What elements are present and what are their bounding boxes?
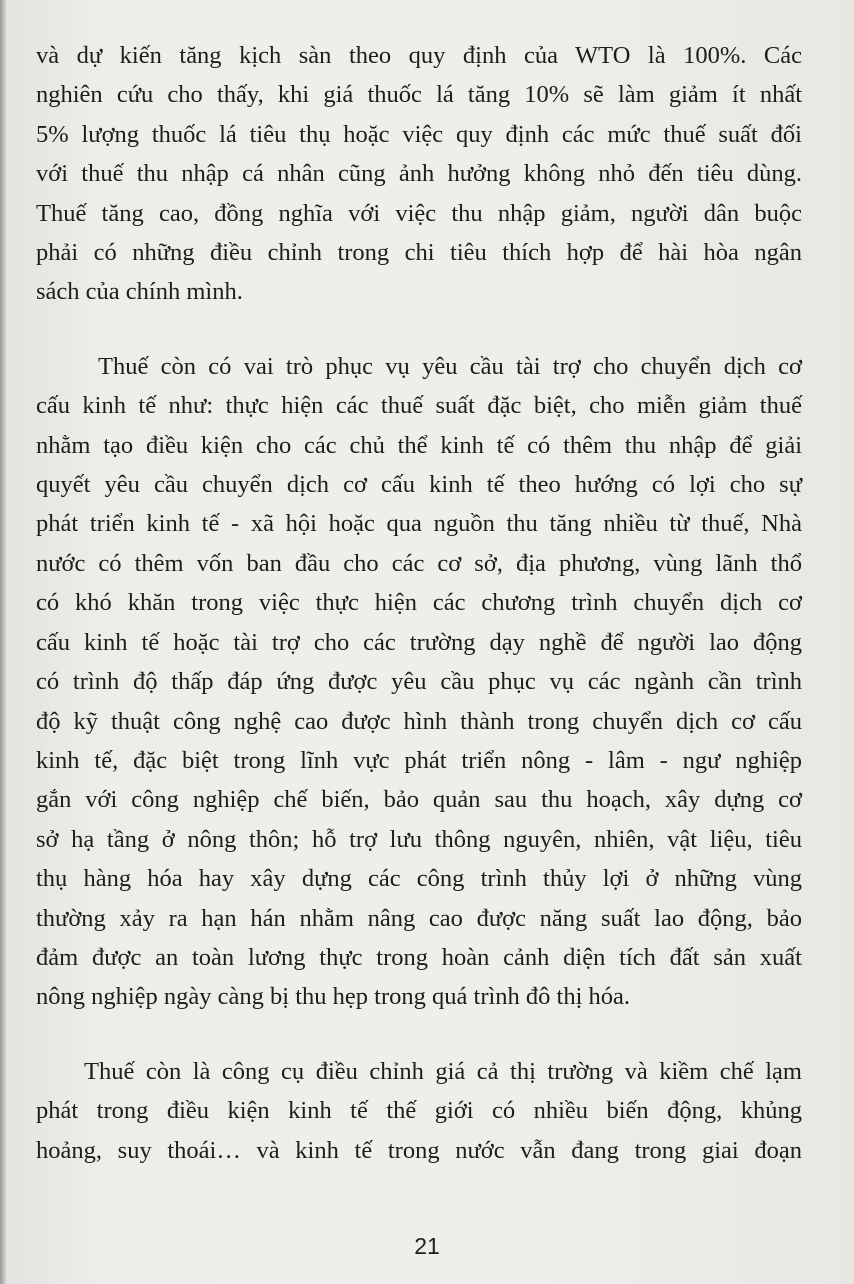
body-text [36, 36, 802, 1170]
paragraph-1 [36, 36, 802, 312]
text-line: quyết yêu cầu chuyển dịch cơ cấu kinh tế theo hướng có lợi cho sự [36, 471, 802, 499]
text-line: nhằm tạo điều kiện cho các chủ thể kinh tế có thêm thu nhập để giải [36, 431, 802, 459]
page-number: 21 [414, 1233, 440, 1259]
text-line: nông nghiệp ngày càng bị thu hẹp trong quá trình đô thị hóa. [36, 983, 631, 1011]
paragraph-3 [36, 1052, 802, 1170]
text-line: sở hạ tầng ở nông thôn; hỗ trợ lưu thông nguyên, nhiên, vật liệu, tiêu [36, 825, 802, 853]
text-line: thụ hàng hóa hay xây dựng các công trình thủy lợi ở những vùng [36, 865, 802, 893]
text-line: phát triển kinh tế - xã hội hoặc qua nguồn thu tăng nhiều từ thuế, Nhà [36, 510, 802, 538]
page-binding-edge [0, 0, 6, 1284]
text-line: và dự kiến tăng kịch sàn theo quy định của WTO là 100%. Các [36, 42, 802, 69]
text-line: có khó khăn trong việc thực hiện các chương trình chuyển dịch cơ [36, 589, 802, 617]
paragraph-2 [36, 347, 802, 1017]
text-line: nước có thêm vốn ban đầu cho các cơ sở, địa phương, vùng lãnh thổ [36, 549, 802, 577]
text-line: có trình độ thấp đáp ứng được yêu cầu phục vụ các ngành cần trình [36, 668, 802, 696]
text-line: 5% lượng thuốc lá tiêu thụ hoặc việc quy định các mức thuế suất đối [36, 120, 802, 148]
text-line: thường xảy ra hạn hán nhằm nâng cao được năng suất lao động, bảo [36, 904, 802, 932]
text-line: đảm được an toàn lương thực trong hoàn cảnh diện tích đất sản xuất [36, 943, 802, 971]
text-line: với thuế thu nhập cá nhân cũng ảnh hưởng không nhỏ đến tiêu dùng. [36, 160, 802, 188]
text-line: phát trong điều kiện kinh tế thế giới có nhiều biến động, khủng [36, 1097, 802, 1125]
text-line: cấu kinh tế hoặc tài trợ cho các trường dạy nghề để người lao động [36, 628, 802, 656]
text-line: nghiên cứu cho thấy, khi giá thuốc lá tăng 10% sẽ làm giảm ít nhất [36, 81, 802, 109]
text-line: phải có những điều chỉnh trong chi tiêu thích hợp để hài hòa ngân [36, 239, 802, 267]
text-line: kinh tế, đặc biệt trong lĩnh vực phát triển nông - lâm - ngư nghiệp [36, 746, 802, 774]
text-line: sách của chính mình. [36, 278, 243, 306]
text-line: gắn với công nghiệp chế biến, bảo quản sau thu hoạch, xây dựng cơ [36, 786, 802, 814]
text-line: cấu kinh tế như: thực hiện các thuế suất đặc biệt, cho miễn giảm thuế [36, 392, 802, 420]
text-line: độ kỹ thuật công nghệ cao được hình thành trong chuyển dịch cơ cấu [36, 707, 802, 735]
text-line: Thuế còn có vai trò phục vụ yêu cầu tài trợ cho chuyển dịch cơ [98, 352, 802, 380]
text-line: hoảng, suy thoái… và kinh tế trong nước vẫn đang trong giai đoạn [36, 1136, 802, 1164]
text-line: Thuế còn là công cụ điều chỉnh giá cả thị trường và kiềm chế lạm [84, 1057, 802, 1085]
text-line: Thuế tăng cao, đồng nghĩa với việc thu nhập giảm, người dân buộc [36, 199, 802, 227]
